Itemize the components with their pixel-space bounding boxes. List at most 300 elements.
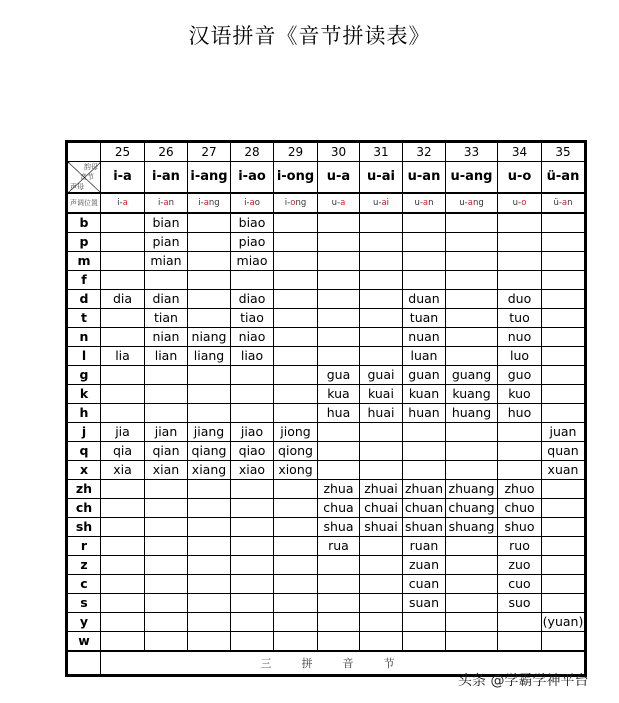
syllable-cell: kuang bbox=[446, 385, 498, 404]
syllable-cell bbox=[542, 556, 586, 575]
syllable-cell: xuan bbox=[542, 461, 586, 480]
footer-blank bbox=[67, 651, 101, 676]
syllable-cell bbox=[145, 632, 188, 652]
syllable-cell bbox=[360, 632, 403, 652]
syllable-cell bbox=[188, 366, 231, 385]
syllable-cell: chuang bbox=[446, 499, 498, 518]
syllable-cell bbox=[274, 594, 318, 613]
syllable-cell: shuang bbox=[446, 518, 498, 537]
final-header: u-ai bbox=[360, 162, 403, 194]
syllable-cell bbox=[446, 442, 498, 461]
syllable-cell bbox=[188, 213, 231, 233]
syllable-cell: qiong bbox=[274, 442, 318, 461]
final-header: i-ong bbox=[274, 162, 318, 194]
syllable-cell: jia bbox=[101, 423, 145, 442]
syllable-cell bbox=[231, 385, 274, 404]
syllable-cell bbox=[188, 613, 231, 632]
syllable-cell: jiao bbox=[231, 423, 274, 442]
syllable-cell: duan bbox=[403, 290, 446, 309]
tone-mark: a bbox=[467, 198, 473, 208]
syllable-cell: rua bbox=[318, 537, 360, 556]
syllable-cell: piao bbox=[231, 233, 274, 252]
syllable-cell bbox=[145, 480, 188, 499]
syllable-cell: nian bbox=[145, 328, 188, 347]
column-number: 27 bbox=[188, 142, 231, 162]
final-header: i-ao bbox=[231, 162, 274, 194]
syllable-cell bbox=[446, 594, 498, 613]
table-row bbox=[67, 613, 586, 632]
tone-suffix: n bbox=[567, 198, 573, 208]
syllable-cell bbox=[360, 328, 403, 347]
syllable-cell bbox=[360, 252, 403, 271]
initial-label: zh bbox=[67, 480, 101, 499]
syllable-cell bbox=[542, 347, 586, 366]
syllable-cell bbox=[542, 252, 586, 271]
corner-label: 声母 bbox=[70, 183, 84, 191]
syllable-cell: pian bbox=[145, 233, 188, 252]
syllable-cell bbox=[542, 480, 586, 499]
column-number: 28 bbox=[231, 142, 274, 162]
syllable-cell bbox=[145, 271, 188, 290]
tone-suffix: n bbox=[428, 198, 434, 208]
syllable-cell bbox=[231, 632, 274, 652]
syllable-cell: niang bbox=[188, 328, 231, 347]
syllable-cell: qian bbox=[145, 442, 188, 461]
syllable-cell: ruo bbox=[498, 537, 542, 556]
syllable-cell: jiong bbox=[274, 423, 318, 442]
syllable-cell bbox=[101, 594, 145, 613]
syllable-cell bbox=[274, 537, 318, 556]
syllable-cell bbox=[318, 461, 360, 480]
syllable-cell: cuo bbox=[498, 575, 542, 594]
syllable-cell bbox=[274, 556, 318, 575]
syllable-cell: xiang bbox=[188, 461, 231, 480]
syllable-cell: qia bbox=[101, 442, 145, 461]
syllable-cell bbox=[318, 556, 360, 575]
syllable-cell: liang bbox=[188, 347, 231, 366]
tone-mark: a bbox=[122, 198, 128, 208]
tone-suffix: i bbox=[386, 198, 390, 208]
syllable-cell bbox=[498, 271, 542, 290]
tone-position-cell bbox=[446, 193, 498, 213]
syllable-cell bbox=[188, 594, 231, 613]
table-row bbox=[67, 309, 586, 328]
watermark: 头条 @学霸学神平台 bbox=[458, 673, 589, 689]
tone-prefix: u- bbox=[512, 198, 522, 208]
syllable-cell bbox=[231, 404, 274, 423]
syllable-cell bbox=[542, 385, 586, 404]
syllable-cell: nuan bbox=[403, 328, 446, 347]
tone-mark: a bbox=[163, 198, 169, 208]
initial-label: m bbox=[67, 252, 101, 271]
syllable-cell bbox=[101, 385, 145, 404]
syllable-cell bbox=[274, 290, 318, 309]
syllable-cell bbox=[101, 404, 145, 423]
final-header: i-an bbox=[145, 162, 188, 194]
syllable-cell: zuan bbox=[403, 556, 446, 575]
syllable-cell: tiao bbox=[231, 309, 274, 328]
syllable-cell bbox=[403, 252, 446, 271]
syllable-cell: lia bbox=[101, 347, 145, 366]
final-header: ü-an bbox=[542, 162, 586, 194]
table-row bbox=[67, 480, 586, 499]
syllable-cell bbox=[101, 271, 145, 290]
tone-position-label: 声调位置 bbox=[67, 193, 101, 213]
tone-mark: a bbox=[203, 198, 209, 208]
syllable-cell: duo bbox=[498, 290, 542, 309]
table-row bbox=[67, 556, 586, 575]
tone-prefix: i- bbox=[117, 198, 123, 208]
syllable-cell bbox=[101, 575, 145, 594]
syllable-cell bbox=[231, 594, 274, 613]
initial-label: sh bbox=[67, 518, 101, 537]
syllable-cell: biao bbox=[231, 213, 274, 233]
syllable-cell bbox=[145, 518, 188, 537]
syllable-cell bbox=[360, 575, 403, 594]
syllable-cell bbox=[231, 613, 274, 632]
syllable-cell bbox=[231, 518, 274, 537]
table-row bbox=[67, 575, 586, 594]
syllable-cell: ruan bbox=[403, 537, 446, 556]
initial-label: k bbox=[67, 385, 101, 404]
syllable-cell bbox=[231, 556, 274, 575]
syllable-cell bbox=[274, 233, 318, 252]
syllable-cell bbox=[360, 271, 403, 290]
syllable-cell: xia bbox=[101, 461, 145, 480]
syllable-cell bbox=[542, 213, 586, 233]
syllable-cell bbox=[542, 233, 586, 252]
syllable-cell: huo bbox=[498, 404, 542, 423]
syllable-cell bbox=[274, 347, 318, 366]
syllable-cell bbox=[318, 233, 360, 252]
syllable-cell bbox=[101, 213, 145, 233]
syllable-cell bbox=[542, 499, 586, 518]
table-row bbox=[67, 537, 586, 556]
tone-prefix: i- bbox=[284, 198, 291, 208]
table-row bbox=[67, 328, 586, 347]
syllable-cell bbox=[542, 290, 586, 309]
syllable-cell bbox=[403, 423, 446, 442]
syllable-cell: tuo bbox=[498, 309, 542, 328]
initial-label: l bbox=[67, 347, 101, 366]
syllable-cell: xian bbox=[145, 461, 188, 480]
tone-mark: a bbox=[422, 198, 429, 208]
tone-prefix: u- bbox=[372, 198, 382, 208]
syllable-cell: guan bbox=[403, 366, 446, 385]
syllable-cell bbox=[231, 499, 274, 518]
syllable-cell bbox=[446, 309, 498, 328]
syllable-cell: xiao bbox=[231, 461, 274, 480]
syllable-cell bbox=[360, 423, 403, 442]
syllable-cell bbox=[542, 575, 586, 594]
syllable-cell: zhuan bbox=[403, 480, 446, 499]
syllable-cell: tian bbox=[145, 309, 188, 328]
syllable-cell bbox=[318, 271, 360, 290]
final-header: u-o bbox=[498, 162, 542, 194]
syllable-cell: dia bbox=[101, 290, 145, 309]
initial-label: t bbox=[67, 309, 101, 328]
syllable-cell: diao bbox=[231, 290, 274, 309]
syllable-cell bbox=[274, 404, 318, 423]
tone-position-cell bbox=[231, 193, 274, 213]
tone-prefix: u- bbox=[459, 198, 468, 208]
syllable-cell bbox=[318, 613, 360, 632]
initial-label: h bbox=[67, 404, 101, 423]
syllable-cell: zuo bbox=[498, 556, 542, 575]
tone-mark: o bbox=[521, 198, 527, 208]
column-number: 34 bbox=[498, 142, 542, 162]
syllable-cell bbox=[446, 271, 498, 290]
syllable-cell bbox=[542, 309, 586, 328]
initial-label: f bbox=[67, 271, 101, 290]
syllable-cell bbox=[274, 613, 318, 632]
syllable-cell: kuo bbox=[498, 385, 542, 404]
syllable-cell: lian bbox=[145, 347, 188, 366]
syllable-cell bbox=[101, 480, 145, 499]
table-row bbox=[67, 461, 586, 480]
syllable-cell: zhuang bbox=[446, 480, 498, 499]
syllable-cell bbox=[360, 290, 403, 309]
tone-position-cell bbox=[318, 193, 360, 213]
table-row bbox=[67, 271, 586, 290]
syllable-cell bbox=[188, 480, 231, 499]
syllable-cell bbox=[101, 233, 145, 252]
table-row bbox=[67, 385, 586, 404]
syllable-cell bbox=[360, 442, 403, 461]
syllable-cell: nuo bbox=[498, 328, 542, 347]
initial-label: q bbox=[67, 442, 101, 461]
syllable-cell bbox=[145, 575, 188, 594]
syllable-cell bbox=[274, 575, 318, 594]
syllable-cell bbox=[101, 309, 145, 328]
syllable-cell: jiang bbox=[188, 423, 231, 442]
syllable-cell: (yuan) bbox=[542, 613, 586, 632]
syllable-cell: xiong bbox=[274, 461, 318, 480]
header-number-row bbox=[67, 142, 586, 162]
syllable-cell bbox=[274, 480, 318, 499]
tone-position-cell bbox=[498, 193, 542, 213]
syllable-cell bbox=[188, 404, 231, 423]
initial-label: ch bbox=[67, 499, 101, 518]
syllable-cell bbox=[145, 537, 188, 556]
tone-prefix: u- bbox=[331, 198, 341, 208]
footer-caption: 三拼音节 bbox=[260, 656, 425, 670]
final-header: i-ang bbox=[188, 162, 231, 194]
tone-prefix: i- bbox=[157, 198, 164, 208]
tone-position-cell bbox=[403, 193, 446, 213]
syllable-cell bbox=[542, 632, 586, 652]
syllable-cell bbox=[318, 442, 360, 461]
syllable-cell bbox=[542, 518, 586, 537]
syllable-cell bbox=[274, 213, 318, 233]
column-number: 32 bbox=[403, 142, 446, 162]
syllable-cell bbox=[101, 537, 145, 556]
syllable-cell bbox=[101, 556, 145, 575]
syllable-cell bbox=[446, 347, 498, 366]
syllable-cell: quan bbox=[542, 442, 586, 461]
tone-prefix: u- bbox=[414, 198, 423, 208]
syllable-cell bbox=[231, 271, 274, 290]
syllable-cell bbox=[498, 252, 542, 271]
syllable-cell: hua bbox=[318, 404, 360, 423]
initial-label: g bbox=[67, 366, 101, 385]
syllable-cell: mian bbox=[145, 252, 188, 271]
syllable-cell bbox=[101, 252, 145, 271]
syllable-cell bbox=[188, 271, 231, 290]
initial-label: b bbox=[67, 213, 101, 233]
table-row bbox=[67, 252, 586, 271]
table-row bbox=[67, 518, 586, 537]
tone-mark: o bbox=[290, 198, 296, 208]
corner-diagonal-cell bbox=[67, 162, 101, 194]
page-title: 汉语拼音《音节拼读表》 bbox=[188, 24, 431, 48]
syllable-cell bbox=[318, 632, 360, 652]
table-row bbox=[67, 632, 586, 652]
syllable-cell bbox=[188, 537, 231, 556]
syllable-cell bbox=[274, 271, 318, 290]
syllable-cell bbox=[145, 556, 188, 575]
final-header: u-a bbox=[318, 162, 360, 194]
syllable-cell bbox=[542, 537, 586, 556]
table-row bbox=[67, 290, 586, 309]
syllable-cell bbox=[403, 461, 446, 480]
syllable-cell bbox=[360, 309, 403, 328]
syllable-cell bbox=[498, 233, 542, 252]
tone-position-cell bbox=[542, 193, 586, 213]
syllable-cell bbox=[318, 423, 360, 442]
tone-suffix: ng bbox=[472, 198, 484, 208]
syllable-cell bbox=[274, 632, 318, 652]
syllable-cell bbox=[403, 613, 446, 632]
initial-label: p bbox=[67, 233, 101, 252]
initial-label: r bbox=[67, 537, 101, 556]
syllable-table bbox=[65, 140, 587, 677]
column-number: 33 bbox=[446, 142, 498, 162]
syllable-cell bbox=[101, 632, 145, 652]
tone-position-cell bbox=[188, 193, 231, 213]
syllable-cell: miao bbox=[231, 252, 274, 271]
syllable-cell bbox=[188, 309, 231, 328]
syllable-cell bbox=[446, 290, 498, 309]
syllable-cell bbox=[360, 233, 403, 252]
syllable-cell bbox=[188, 233, 231, 252]
syllable-cell bbox=[446, 213, 498, 233]
initial-label: x bbox=[67, 461, 101, 480]
syllable-cell: chua bbox=[318, 499, 360, 518]
syllable-cell: shuai bbox=[360, 518, 403, 537]
initial-label: s bbox=[67, 594, 101, 613]
syllable-cell bbox=[188, 499, 231, 518]
syllable-cell bbox=[403, 632, 446, 652]
syllable-cell bbox=[274, 328, 318, 347]
syllable-cell: guo bbox=[498, 366, 542, 385]
syllable-cell bbox=[101, 613, 145, 632]
tone-prefix: ü- bbox=[553, 198, 562, 208]
syllable-cell bbox=[446, 537, 498, 556]
initial-label: c bbox=[67, 575, 101, 594]
syllable-cell bbox=[498, 442, 542, 461]
tone-position-cell bbox=[360, 193, 403, 213]
syllable-cell bbox=[188, 575, 231, 594]
syllable-cell bbox=[318, 594, 360, 613]
final-header: u-ang bbox=[446, 162, 498, 194]
syllable-cell bbox=[403, 271, 446, 290]
syllable-cell bbox=[360, 213, 403, 233]
syllable-cell: cuan bbox=[403, 575, 446, 594]
corner-label: 音节 bbox=[80, 173, 94, 181]
tone-prefix: i- bbox=[244, 198, 250, 208]
syllable-cell: shua bbox=[318, 518, 360, 537]
syllable-cell: dian bbox=[145, 290, 188, 309]
syllable-cell bbox=[318, 252, 360, 271]
syllable-cell: juan bbox=[542, 423, 586, 442]
syllable-cell bbox=[145, 404, 188, 423]
syllable-cell bbox=[274, 385, 318, 404]
syllable-cell bbox=[446, 252, 498, 271]
syllable-cell bbox=[274, 499, 318, 518]
syllable-cell bbox=[542, 366, 586, 385]
tone-position-cell bbox=[274, 193, 318, 213]
tone-mark: a bbox=[249, 198, 255, 208]
syllable-cell: chuo bbox=[498, 499, 542, 518]
syllable-cell bbox=[145, 613, 188, 632]
syllable-cell: suo bbox=[498, 594, 542, 613]
syllable-cell: luan bbox=[403, 347, 446, 366]
syllable-cell bbox=[403, 442, 446, 461]
syllable-cell bbox=[542, 328, 586, 347]
syllable-cell bbox=[231, 366, 274, 385]
column-number: 25 bbox=[101, 142, 145, 162]
tone-suffix: o bbox=[254, 198, 260, 208]
syllable-cell bbox=[446, 613, 498, 632]
syllable-cell bbox=[446, 461, 498, 480]
syllable-cell bbox=[542, 271, 586, 290]
syllable-cell: suan bbox=[403, 594, 446, 613]
tone-suffix: n bbox=[168, 198, 175, 208]
corner-label: 韵母 bbox=[84, 163, 98, 171]
syllable-cell: liao bbox=[231, 347, 274, 366]
syllable-cell bbox=[498, 461, 542, 480]
syllable-cell bbox=[318, 328, 360, 347]
syllable-cell: kuai bbox=[360, 385, 403, 404]
syllable-cell: zhua bbox=[318, 480, 360, 499]
syllable-cell bbox=[188, 556, 231, 575]
syllable-cell: kua bbox=[318, 385, 360, 404]
syllable-cell bbox=[446, 556, 498, 575]
syllable-cell bbox=[274, 309, 318, 328]
table-row bbox=[67, 366, 586, 385]
syllable-cell bbox=[446, 328, 498, 347]
syllable-cell: tuan bbox=[403, 309, 446, 328]
initial-label: z bbox=[67, 556, 101, 575]
syllable-cell bbox=[145, 366, 188, 385]
table-row bbox=[67, 499, 586, 518]
column-number: 35 bbox=[542, 142, 586, 162]
column-number: 31 bbox=[360, 142, 403, 162]
syllable-cell: guai bbox=[360, 366, 403, 385]
tone-suffix: ng bbox=[208, 198, 220, 208]
syllable-cell bbox=[145, 499, 188, 518]
header-final-row bbox=[67, 162, 586, 194]
syllable-cell bbox=[101, 328, 145, 347]
syllable-cell bbox=[403, 213, 446, 233]
syllable-cell bbox=[318, 213, 360, 233]
column-number: 29 bbox=[274, 142, 318, 162]
syllable-cell: huai bbox=[360, 404, 403, 423]
table-row bbox=[67, 347, 586, 366]
syllable-cell: gua bbox=[318, 366, 360, 385]
initial-label: j bbox=[67, 423, 101, 442]
